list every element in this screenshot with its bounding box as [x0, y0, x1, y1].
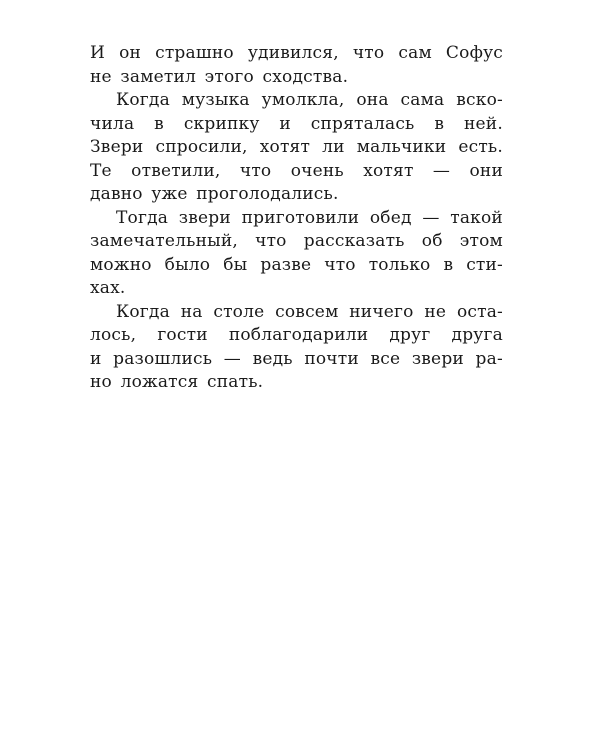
text-line: [90, 160, 503, 184]
word: обед: [369, 207, 412, 228]
word: в: [154, 113, 164, 134]
word: очень: [290, 160, 344, 181]
word: хотят: [363, 160, 414, 181]
word: оста-: [456, 301, 503, 322]
word: рассказать: [303, 231, 405, 251]
text-line: [90, 230, 503, 254]
word: есть.: [458, 137, 503, 157]
word: страшно: [155, 43, 234, 63]
word: сама: [400, 90, 445, 110]
word: мальчики: [356, 137, 447, 157]
text-line: [90, 136, 503, 160]
word: умолкла,: [261, 90, 345, 110]
word: разошлись: [113, 348, 213, 369]
word: звери: [178, 207, 231, 228]
word: удивился,: [247, 43, 339, 63]
word: совсем: [275, 301, 339, 322]
text-line: [90, 324, 503, 348]
text-line: [90, 42, 503, 66]
word: он: [119, 43, 142, 63]
word: —: [432, 160, 451, 181]
word: Те: [90, 160, 112, 181]
paragraph: [90, 207, 503, 301]
word: хотят: [259, 137, 311, 157]
word: друг: [389, 325, 431, 345]
word: —: [422, 207, 440, 228]
word: приготовили: [241, 207, 360, 228]
word: и: [90, 348, 102, 369]
text-line: [90, 113, 503, 137]
word: Тогда: [116, 207, 169, 228]
word: сам: [398, 43, 432, 63]
word: ней.: [464, 113, 503, 134]
text-line: но ложатся спать.: [90, 372, 264, 392]
word: лось,: [90, 325, 137, 345]
word: гости: [157, 325, 208, 345]
word: на: [180, 301, 203, 322]
text-line: [90, 254, 503, 278]
word: скрипку: [183, 113, 260, 134]
text-line: [90, 207, 503, 231]
body-text: [90, 42, 503, 395]
text-line: [90, 348, 503, 372]
word: в: [434, 113, 445, 134]
word: Когда: [116, 301, 170, 322]
text-line: давно уже проголодались.: [90, 184, 339, 204]
word: что: [352, 43, 385, 63]
word: бы: [223, 254, 248, 275]
word: что: [324, 254, 356, 275]
word: Софус: [445, 43, 503, 63]
paragraph: [90, 301, 503, 395]
word: и: [279, 113, 291, 134]
word: вско-: [456, 90, 503, 110]
word: об: [421, 231, 443, 251]
word: ответили,: [131, 160, 221, 181]
text-line: хах.: [90, 278, 126, 298]
word: что: [239, 160, 272, 181]
word: чила: [90, 113, 135, 134]
paragraph: [90, 89, 503, 207]
word: не: [424, 301, 447, 322]
word: было: [164, 254, 211, 275]
word: звери: [411, 348, 464, 369]
word: она: [356, 90, 389, 110]
word: спросили,: [155, 137, 248, 157]
word: ничего: [349, 301, 414, 322]
word: ра-: [475, 348, 503, 369]
word: Когда: [116, 90, 170, 110]
text-line: [90, 89, 503, 113]
word: все: [370, 348, 401, 369]
word: они: [469, 160, 503, 181]
word: что: [255, 231, 287, 251]
word: —: [223, 348, 241, 369]
word: этом: [459, 231, 503, 251]
text-line: не заметил этого сходства.: [90, 66, 349, 87]
word: поблагодарили: [228, 325, 369, 345]
word: почти: [304, 348, 359, 369]
word: ведь: [252, 348, 293, 369]
word: спряталась: [310, 113, 415, 134]
text-line: [90, 301, 503, 325]
word: такой: [450, 207, 503, 228]
paragraph: [90, 42, 503, 89]
word: Звери: [90, 137, 144, 157]
word: столе: [213, 301, 265, 322]
word: замечательный,: [90, 231, 238, 251]
word: ли: [322, 137, 345, 157]
word: И: [90, 43, 106, 63]
word: разве: [260, 254, 312, 275]
word: можно: [90, 254, 152, 275]
word: друга: [451, 325, 503, 345]
word: в: [443, 254, 454, 275]
word: только: [368, 254, 431, 275]
word: музыка: [181, 90, 250, 110]
word: сти-: [466, 254, 503, 275]
